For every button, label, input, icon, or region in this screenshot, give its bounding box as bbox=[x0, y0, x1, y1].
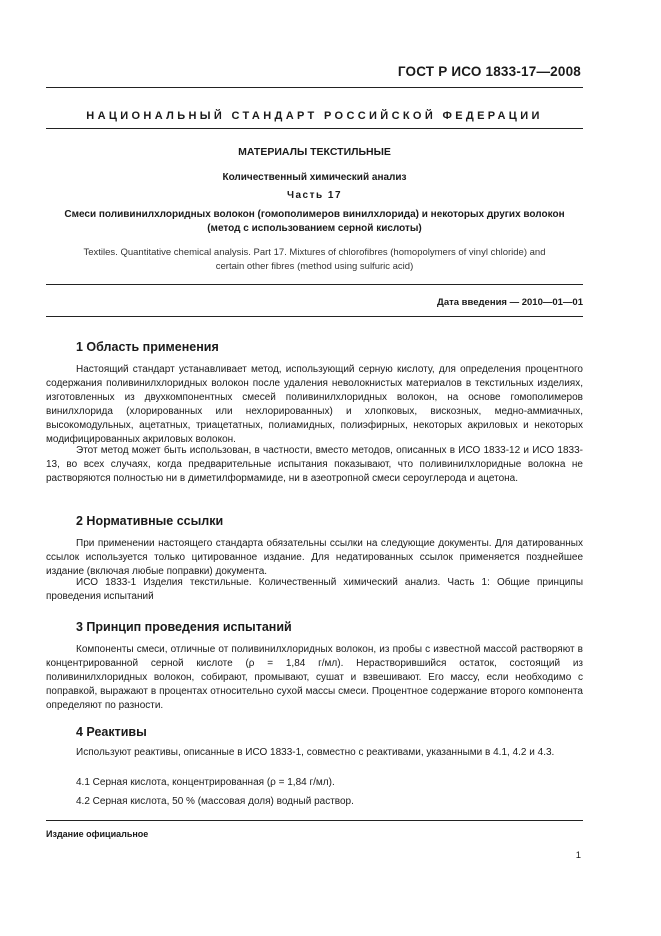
date-of-introduction: Дата введения — 2010—01—01 bbox=[437, 297, 583, 308]
section-2-heading: 2 Нормативные ссылки bbox=[76, 514, 224, 528]
section-4-item-2: 4.2 Серная кислота, 50 % (массовая доля) водный раствор. bbox=[76, 796, 354, 807]
section-1-paragraph-1: Настоящий стандарт устанавливает метод, использующий серную кислоту, для определения процентного содержания поливинилхлоридных волокон после удаления неволокнистых материалов в текстильных изделиях, изготовленных из двухкомпонентных смесей поливинилхлоридных волокон, на основе гомополимеров винилхлорида (хлорированных или нехлорированных) и хлопковых, вискозных, медно-аммиачных, высокомодульных, ацетатных, триацетатных, полиамидных, полиэфирных, некоторых акриловых и некоторых модифицированных акриловых волокон. bbox=[46, 364, 583, 445]
section-4-item-1: 4.1 Серная кислота, концентрированная (ρ = 1,84 г/мл). bbox=[76, 777, 335, 788]
title-part: Часть 17 bbox=[286, 190, 343, 201]
top-rule bbox=[46, 87, 583, 88]
standard-designation: ГОСТ Р ИСО 1833-17—2008 bbox=[397, 64, 581, 79]
section-4-heading: 4 Реактивы bbox=[76, 725, 147, 739]
official-edition-note: Издание официальное bbox=[46, 829, 149, 839]
section-2-paragraph-1: При применении настоящего стандарта обязательны ссылки на следующие документы. Для датированных ссылок используется только цитированное издание. Для недатированных ссылок применяется позднейшее издание (включая любые поправки) документа. bbox=[46, 538, 583, 577]
national-standard-banner: НАЦИОНАЛЬНЫЙ СТАНДАРТ РОССИЙСКОЙ ФЕДЕРАЦИИ bbox=[86, 110, 543, 122]
title-rule bbox=[46, 284, 583, 285]
section-3-paragraph-1: Компоненты смеси, отличные от поливинилхлоридных волокон, из пробы с известной массой растворяют в концентрированной серной кислоте (ρ = 1,84 г/мл). Нерастворившийся остаток, состоящий из поливинилхлоридных волокон, собирают, промывают, сушат и взвешивают. Его массу, если необходимо с поправкой, выражают в процентах относительно сухой массы смеси. Процентное содержание второго компонента определяют по разности. bbox=[46, 644, 583, 711]
title-main: МАТЕРИАЛЫ ТЕКСТИЛЬНЫЕ bbox=[238, 146, 391, 158]
section-3-heading: 3 Принцип проведения испытаний bbox=[76, 620, 292, 634]
section-4-paragraph-1: Используют реактивы, описанные в ИСО 1833-1, совместно с реактивами, указанными в 4.1, 4.2 и 4.3. bbox=[76, 747, 555, 758]
title-sub: Количественный химический анализ bbox=[222, 172, 407, 183]
date-rule bbox=[46, 316, 583, 317]
section-2-paragraph-2: ИСО 1833-1 Изделия текстильные. Количественный химический анализ. Часть 1: Общие принципы проведения испытаний bbox=[46, 577, 583, 602]
section-1-paragraph-2: Этот метод может быть использован, в частности, вместо методов, описанных в ИСО 1833-12 и ИСО 1833-13, во всех случаях, когда предварительные испытания показывают, что поливинилхлоридные волокна не растворяются полностью ни в диметилформамиде, ни в азеотропной смеси сероуглерода и ацетона. bbox=[46, 445, 583, 484]
title-detail: Смеси поливинилхлоридных волокон (гомополимеров винилхлорида) и некоторых других волокон (метод с использованием серной кислоты) bbox=[64, 209, 565, 234]
footer-rule bbox=[46, 820, 583, 821]
title-english: Textiles. Quantitative chemical analysis. Part 17. Mixtures of chlorofibres (homopolymers of vinyl chloride) and certain other fibres (method using sulfuric acid) bbox=[83, 247, 546, 272]
page-number: 1 bbox=[575, 850, 581, 861]
section-1-heading: 1 Область применения bbox=[76, 340, 219, 354]
banner-rule bbox=[46, 128, 583, 129]
